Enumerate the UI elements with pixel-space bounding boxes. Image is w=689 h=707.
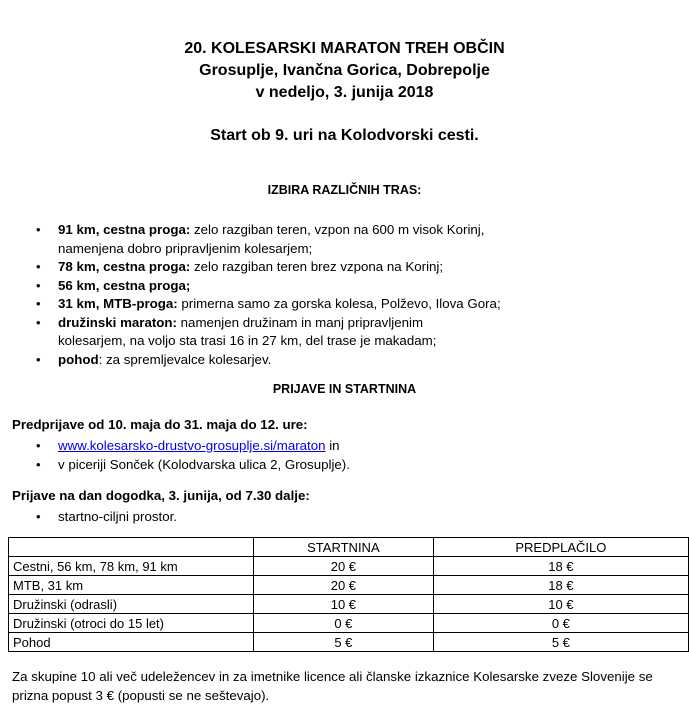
table-cell: 10 € xyxy=(433,595,688,614)
list-item: • startno-ciljni prostor. xyxy=(34,508,654,527)
day-registration-heading: Prijave na dan dogodka, 3. junija, od 7.30 dalje: xyxy=(12,488,310,503)
start-line: Start ob 9. uri na Kolodvorski cesti. xyxy=(210,127,479,144)
table-cell: Družinski (otroci do 15 let) xyxy=(9,614,254,633)
route-item-text: primerna samo za gorska kolesa, Polževo, Ilova Gora; xyxy=(177,296,501,311)
route-item-text2: kolesarjem, na voljo sta trasi 16 in 27 km, del trase je makadam; xyxy=(58,333,437,348)
table-cell: Družinski (odrasli) xyxy=(9,595,254,614)
title-line-1: 20. KOLESARSKI MARATON TREH OBČIN xyxy=(184,40,505,57)
registration-heading: PRIJAVE IN STARTNINA xyxy=(272,382,417,396)
registration-link[interactable]: www.kolesarsko-drustvo-grosuplje.si/maraton xyxy=(58,438,326,453)
table-header-cell xyxy=(9,538,254,557)
table-row xyxy=(9,633,689,652)
list-item xyxy=(34,437,654,456)
table-cell: 18 € xyxy=(433,557,688,576)
price-table xyxy=(8,537,689,652)
route-item-bold: 31 km, MTB-proga: xyxy=(58,296,178,311)
link-suffix: in xyxy=(325,438,340,453)
route-item-text: : za spremljevalce kolesarjev. xyxy=(98,351,272,367)
pre-registration-list xyxy=(34,437,654,474)
table-cell: 20 € xyxy=(254,576,434,595)
route-item-78 xyxy=(34,258,654,277)
table-cell: Cestni, 56 km, 78 km, 91 km xyxy=(9,557,254,576)
day-registration-list xyxy=(34,508,654,527)
table-cell: 10 € xyxy=(254,595,434,614)
title-line-3: v nedeljo, 3. junija 2018 xyxy=(255,84,434,101)
table-header-cell: PREDPLAČILO xyxy=(433,538,688,557)
route-item-text: zelo razgiban teren, vzpon na 600 m visok Korinj, xyxy=(190,222,485,237)
table-row xyxy=(9,595,689,614)
table-header-row xyxy=(9,538,689,557)
discount-note-line-2: prizna popust 3 € (popusti se ne seštevajo). xyxy=(12,688,270,703)
table-row xyxy=(9,576,689,595)
table-cell: 5 € xyxy=(254,633,434,652)
route-item-56 xyxy=(34,277,654,296)
route-item-91 xyxy=(34,221,654,258)
route-item-bold: 78 km, cestna proga: xyxy=(58,259,191,274)
title-line-2: Grosuplje, Ivančna Gorica, Dobrepolje xyxy=(199,62,490,79)
route-item-bold: družinski maraton: xyxy=(58,314,177,330)
route-item-31 xyxy=(34,295,654,314)
route-item-family xyxy=(34,314,654,351)
table-cell: 20 € xyxy=(254,557,434,576)
table-cell: 5 € xyxy=(433,633,688,652)
table-cell: Pohod xyxy=(9,633,254,652)
route-item-text: zelo razgiban teren brez vzpona na Korinj; xyxy=(190,259,444,274)
table-cell: 0 € xyxy=(433,614,688,633)
list-item: • v piceriji Sonček (Kolodvarska ulica 2, Grosuplje). xyxy=(34,456,654,475)
route-item-hike xyxy=(34,351,654,370)
route-item-bold: 91 km, cestna proga: xyxy=(58,222,191,237)
table-cell: 0 € xyxy=(254,614,434,633)
table-header-cell: STARTNINA xyxy=(254,538,434,557)
routes-heading: IZBIRA RAZLIČNIH TRAS: xyxy=(267,183,422,197)
route-item-text2: namenjena dobro pripravljenim kolesarjem; xyxy=(58,240,313,256)
pre-registration-heading: Predprijave od 10. maja do 31. maja do 12. ure: xyxy=(12,417,308,432)
route-item-bold: pohod xyxy=(58,351,99,367)
table-row xyxy=(9,614,689,633)
routes-list xyxy=(34,221,654,369)
table-row xyxy=(9,557,689,576)
table-cell: 18 € xyxy=(433,576,688,595)
discount-note xyxy=(12,667,672,705)
route-item-text: namenjen družinam in manj pripravljenim xyxy=(176,314,424,330)
discount-note-line-1: Za skupine 10 ali več udeležencev in za imetnike licence ali članske izkaznice Kolesarske zveze Slovenije se xyxy=(12,669,653,684)
route-item-bold: 56 km, cestna proga; xyxy=(58,277,191,293)
table-cell: MTB, 31 km xyxy=(9,576,254,595)
